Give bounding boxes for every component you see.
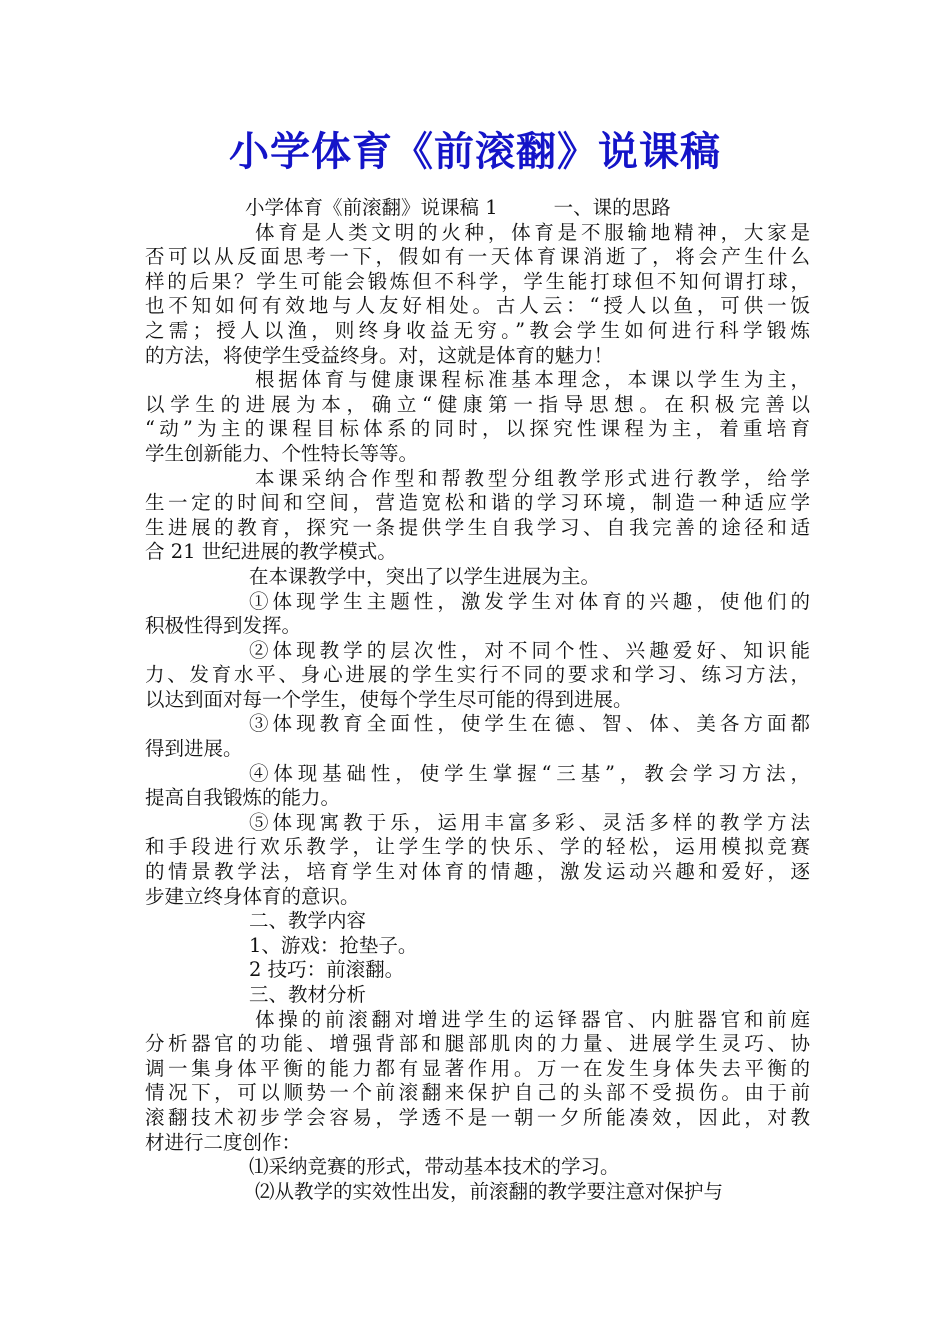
paragraph-line: 生进展的教育，探究一条提供学生自我学习、自我完善的途径和适 <box>145 515 810 539</box>
list-item-line: ②体现教学的层次性，对不同个性、兴趣爱好、知识能 <box>249 638 810 662</box>
paragraph-line: 材进行二度创作： <box>145 1130 302 1154</box>
paragraph-line: 的方法，将使学生受益终身。对，这就是体育的魅力！ <box>145 343 614 367</box>
paragraph-line: 在本课教学中，突出了以学生进展为主。 <box>249 564 601 588</box>
subheading-line <box>145 196 810 221</box>
list-item-line: ⑵从教学的实效性出发，前滚翻的教学要注意对保护与 <box>255 1179 724 1203</box>
section-heading: 三、教材分析 <box>249 983 367 1006</box>
paragraph-line: 以学生的进展为本，确立“健康第一指导思想。在积极完善以 <box>145 392 810 416</box>
paragraph-line: 本课采纳合作型和帮教型分组教学形式进行教学，给学 <box>255 466 810 490</box>
paragraph-line: 样的后果？学生可能会锻炼但不科学，学生能打球但不知何谓打球， <box>145 269 810 293</box>
paragraph-line: 学生创新能力、个性特长等等。 <box>145 441 419 465</box>
section-heading: 二、教学内容 <box>249 909 367 933</box>
paragraph-line: “动”为主的课程目标体系的同时，以探究性课程为主，着重培育 <box>145 417 810 441</box>
paragraph-line: 滚翻技术初步学会容易，学透不是一朝一夕所能凑效，因此，对教 <box>145 1105 810 1129</box>
subheading-right: 一、课的思路 <box>553 196 671 219</box>
list-item-line: 积极性得到发挥。 <box>145 614 302 638</box>
list-item-line: ①体现学生主题性，激发学生对体育的兴趣，使他们的 <box>249 589 810 613</box>
list-item-line: 和手段进行欢乐教学，让学生学的快乐、学的轻松，运用模拟竞赛 <box>145 835 810 859</box>
paragraph-line: 根据体育与健康课程标准基本理念，本课以学生为主， <box>255 368 810 392</box>
paragraph-line: 之需；授人以渔，则终身收益无穷。”教会学生如何进行科学锻炼 <box>145 318 810 342</box>
paragraph-line: 否可以从反面思考一下，假如有一天体育课消逝了，将会产生什么 <box>145 245 810 269</box>
paragraph-line: 调一集身体平衡的能力都有显著作用。万一在发生身体失去平衡的 <box>145 1056 810 1080</box>
paragraph-line: 生一定的时间和空间，营造宽松和谐的学习环境，制造一种适应学 <box>145 491 810 515</box>
paragraph-line: 体育是人类文明的火种，体育是不服输地精神，大家是 <box>255 220 810 244</box>
list-item-line: ③体现教育全面性，使学生在德、智、体、美各方面都 <box>249 712 810 736</box>
paragraph-line: 分析器官的功能、增强背部和腿部肌肉的力量、进展学生灵巧、协 <box>145 1032 810 1056</box>
list-item-line: 得到进展。 <box>145 737 243 761</box>
paragraph-line: 情况下，可以顺势一个前滚翻来保护自己的头部不受损伤。由于前 <box>145 1081 810 1105</box>
paragraph-line: 体操的前滚翻对增进学生的运铎器官、内脏器官和前庭 <box>255 1007 810 1031</box>
list-item-line: 力、发育水平、身心进展的学生实行不同的要求和学习、练习方法， <box>145 663 810 687</box>
document-title: 小学体育《前滚翻》说课稿 <box>229 128 721 175</box>
list-item-line: ⑴采纳竞赛的形式，带动基本技术的学习。 <box>249 1155 620 1179</box>
content-item: 2 技巧：前滚翻。 <box>249 958 405 982</box>
subheading-left: 小学体育《前滚翻》说课稿 1 <box>245 196 498 219</box>
list-item-line: 提高自我锻炼的能力。 <box>145 786 341 810</box>
paragraph-line: 合 21 世纪进展的教学模式。 <box>145 540 397 564</box>
list-item-line: 步建立终身体育的意识。 <box>145 884 360 908</box>
paragraph-line: 也不知如何有效地与人友好相处。古人云：“授人以鱼，可供一饭 <box>145 294 810 318</box>
list-item-line: 的情景教学法，培育学生对体育的情趣，激发运动兴趣和爱好，逐 <box>145 860 810 884</box>
content-item: 1、游戏：抢垫子。 <box>249 933 418 957</box>
document-body <box>145 196 810 1204</box>
list-item-line: ④体现基础性，使学生掌握“三基”，教会学习方法， <box>249 761 810 785</box>
list-item-line: ⑤体现寓教于乐，运用丰富多彩、灵活多样的教学方法 <box>249 810 810 834</box>
list-item-line: 以达到面对每一个学生，使每个学生尽可能的得到进展。 <box>145 687 633 711</box>
